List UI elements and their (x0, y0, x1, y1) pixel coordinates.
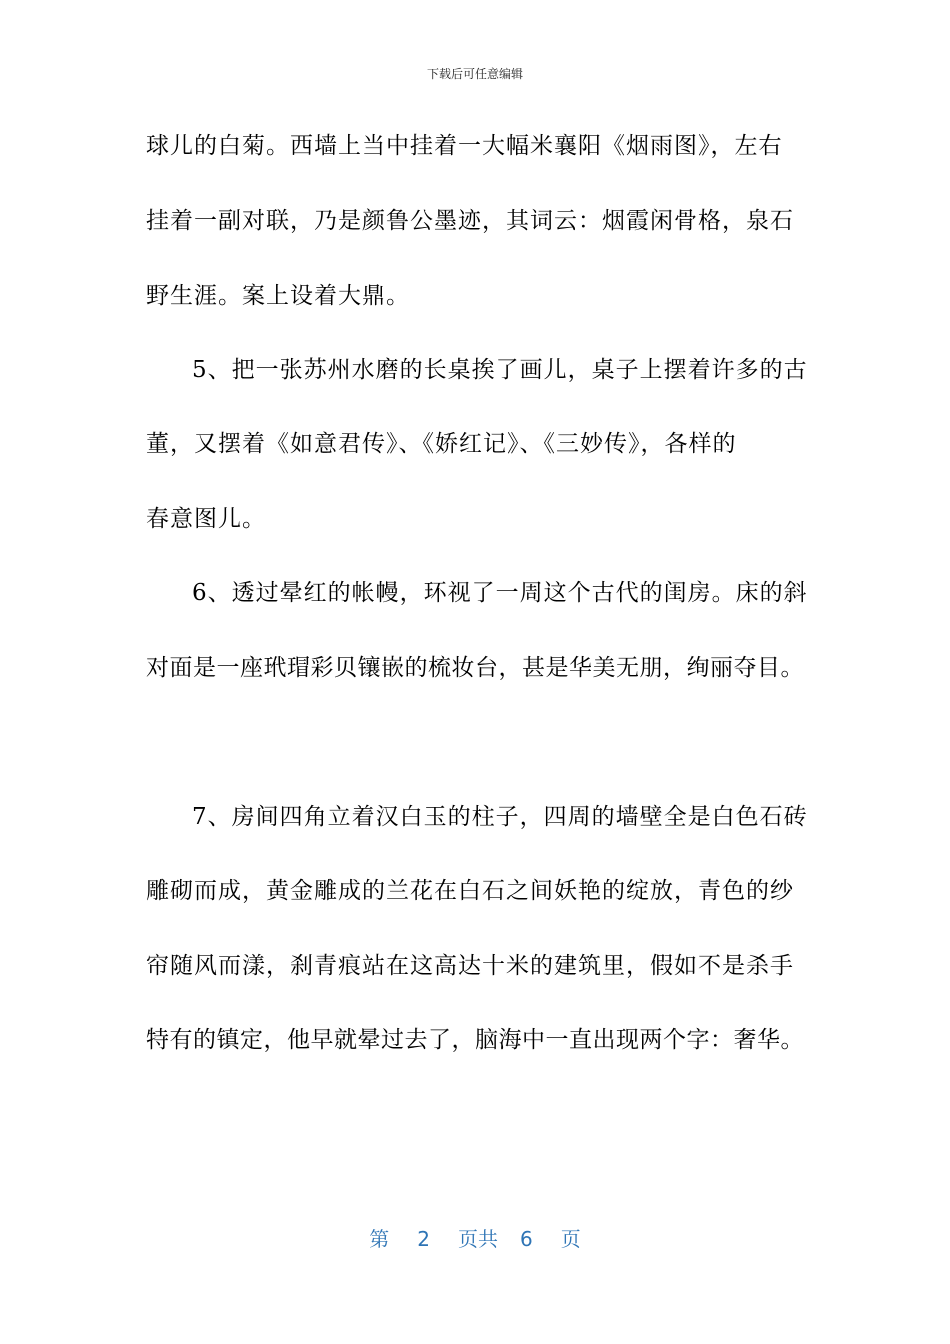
footer-total-pages: 6 (520, 1227, 533, 1251)
footer-prefix: 第 (369, 1227, 390, 1251)
text-line-9: 7、房间四角立着汉白玉的柱子，四周的墙壁全是白色石砖 (192, 804, 808, 830)
text-line-11: 帘随风而漾，刹青痕站在这高达十米的建筑里，假如不是杀手 (146, 953, 794, 979)
footer-suffix: 页 (560, 1227, 581, 1251)
footer-page-number: 2 (417, 1227, 430, 1251)
text-line-5: 董，又摆着《如意君传》、《娇红记》、《三妙传》，各样的 (146, 431, 737, 457)
page-footer (0, 1226, 950, 1252)
text-line-6: 春意图儿。 (146, 506, 266, 532)
text-line-3: 野生涯。案上设着大鼎。 (146, 283, 410, 309)
text-line-7: 6、透过晕红的帐幔，环视了一周这个古代的闺房。床的斜 (192, 580, 808, 606)
text-line-12: 特有的镇定，他早就晕过去了，脑海中一直出现两个字：奢华。 (146, 1027, 804, 1053)
text-line-4: 5、把一张苏州水磨的长桌挨了画儿，桌子上摆着许多的古 (192, 357, 808, 383)
footer-middle: 页共 (458, 1227, 498, 1251)
text-line-1: 球儿的白菊。西墙上当中挂着一大幅米襄阳《烟雨图》，左右 (146, 133, 783, 159)
page-header: 下载后可任意编辑 (426, 67, 523, 81)
text-line-10: 雕砌而成，黄金雕成的兰花在白石之间妖艳的绽放，青色的纱 (146, 878, 794, 904)
text-line-8: 对面是一座玳瑁彩贝镶嵌的梳妆台，甚是华美无朋，绚丽夺目。 (146, 655, 804, 681)
text-line-2: 挂着一副对联，乃是颜鲁公墨迹，其词云：烟霞闲骨格，泉石 (146, 208, 794, 234)
